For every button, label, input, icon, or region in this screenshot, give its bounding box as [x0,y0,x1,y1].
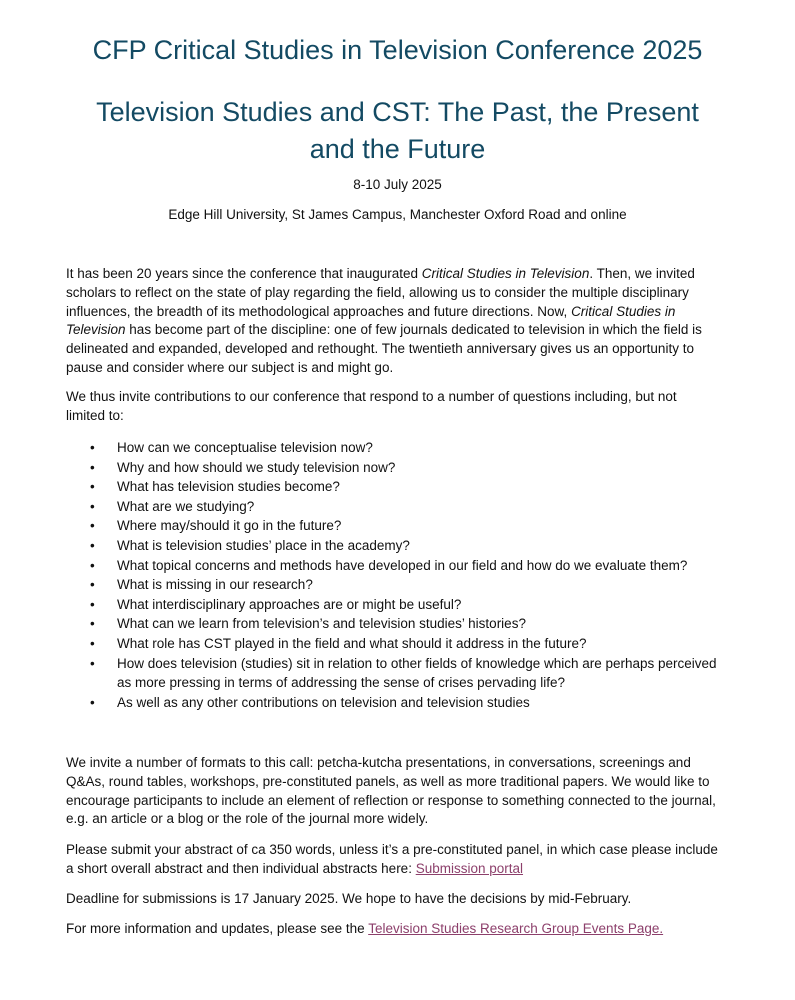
list-item: • Where may/should it go in the future? [66,516,718,536]
conference-venue: Edge Hill University, St James Campus, Manchester Oxford Road and online [168,207,627,222]
formats-paragraph: We invite a number of formats to this call: petcha-kutcha presentations, in conversations, screenings and Q&As, round tables, workshops, pre-constituted panels, as well as more traditional papers. We would like to encourage participants to include an element of reflection or response to something connected to the journal, e.g. an article or a blog or the role of the journal more widely. [66,755,716,827]
submission-portal-link[interactable]: Submission portal [415,860,524,876]
events-page-link[interactable]: Television Studies Research Group Events Page. [368,921,664,936]
list-item: • What is television studies’ place in the academy? [66,536,718,556]
list-item: • Why and how should we study television now? [66,458,718,478]
bullet-icon: • [90,655,95,671]
journal-name: Critical Studies in Television [421,266,590,281]
bullet-icon: • [90,518,95,534]
bullet-icon: • [90,635,95,651]
deadline-paragraph: Deadline for submissions is 17 January 2025. We hope to have the decisions by mid-February. [66,891,632,906]
list-item: • What can we learn from television’s and television studies’ histories? [66,614,718,634]
list-item: • What role has CST played in the field and what should it address in the future? [66,634,718,654]
intro-text-1: It has been 20 years since the conference that inaugurated [66,266,422,281]
bullet-icon: • [90,616,95,632]
conference-subtitle: Television Studies and CST: The Past, the Present and the Future [96,97,699,164]
bullet-icon: • [90,596,95,612]
list-item: • What topical concerns and methods have developed in our field and how do we evaluate them? [66,556,718,576]
intro-paragraph [66,265,718,378]
list-item: • How does television (studies) sit in relation to other fields of knowledge which are perhaps perceived as more pressing in terms of addressing the sense of crises pervading life? [90,655,717,691]
list-item: • What has television studies become? [66,477,718,497]
questions-list [66,438,718,712]
invite-paragraph: We thus invite contributions to our conference that respond to a number of questions including, but not limited to: [66,389,677,423]
list-item: • What is missing in our research? [66,575,718,595]
list-item: • What interdisciplinary approaches are or might be useful? [66,595,718,615]
conference-dates: 8-10 July 2025 [353,177,442,192]
more-info-paragraph [66,920,718,939]
bullet-icon: • [90,557,95,573]
submission-paragraph [66,841,718,879]
intro-text-2: . Then, we invited scholars to reflect on the state of play regarding the field, allowing us to consider the multiple disciplinary influences, the breadth of its methodological approaches and future directions. Now, [66,266,695,319]
list-item: • What are we studying? [66,497,718,517]
bullet-icon: • [90,440,95,455]
bullet-icon: • [90,498,95,514]
bullet-icon: • [90,479,95,495]
conference-title: CFP Critical Studies in Television Conference 2025 [92,35,703,65]
submission-text: Please submit your abstract of ca 350 words, unless it’s a pre-constituted panel, in which case please include a short overall abstract and then individual abstracts here: [66,842,718,876]
journal-name: Critical Studies in Television [66,303,676,338]
more-info-text: For more information and updates, please see the [66,921,369,936]
bullet-icon: • [90,694,95,710]
list-item: • As well as any other contributions on television and television studies [66,693,718,713]
bullet-icon: • [90,577,95,593]
bullet-icon: • [90,459,95,475]
intro-text-3: has become part of the discipline: one of few journals dedicated to television in which the field is delineated and expanded, developed and rethought. The twentieth anniversary gives us an opportunity to pause and consider where our subject is and might go. [66,322,702,375]
bullet-icon: • [90,537,95,553]
list-item: • How can we conceptualise television now? [66,438,718,458]
